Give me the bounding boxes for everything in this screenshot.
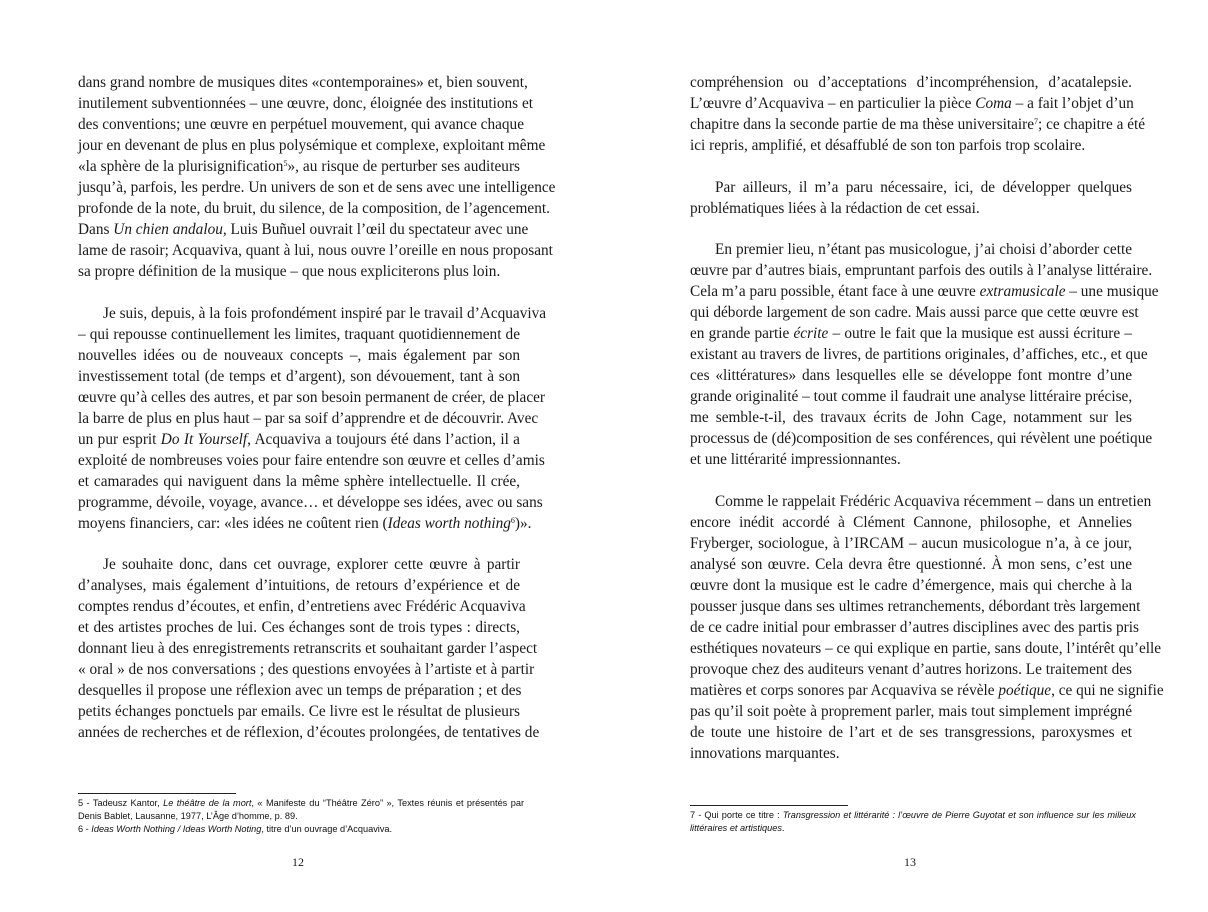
text-line bbox=[690, 72, 1132, 93]
text-run: », au risque de perturber ses auditeurs bbox=[287, 158, 521, 175]
text-run: problématiques liées à la rédaction de cet essai. bbox=[690, 199, 980, 217]
text-line bbox=[690, 365, 1132, 386]
text-run: Luis Buñuel ouvrait l’œil du spectateur avec une bbox=[226, 221, 529, 238]
text-line bbox=[78, 408, 539, 429]
text-run: œuvre par d’autres biais, empruntant parfois des outils à l’analyse littéraire. bbox=[690, 262, 1153, 279]
text-line bbox=[78, 93, 533, 114]
text-line bbox=[78, 429, 520, 450]
footnotes bbox=[78, 797, 524, 836]
paragraph bbox=[690, 177, 1132, 219]
footnote bbox=[78, 797, 524, 823]
text-run: – outre le fait que la musique est aussi écriture – bbox=[828, 325, 1132, 342]
text-line bbox=[690, 198, 1132, 219]
text-run: 5 - Tadeusz Kantor, bbox=[78, 798, 164, 808]
text-run: de toute une histoire de l’art et de ses transgressions, paroxysmes et bbox=[690, 723, 1132, 741]
text-run: , « Manifeste du “Théâtre Zéro” », Textes réunis et présentés par Denis Bablet, Lausanne, 1977, L’Âge d’homme, p. 89. bbox=[78, 798, 524, 821]
text-run: de ce cadre initial pour embrasser d’autres disciplines avec des partis pris bbox=[690, 618, 1139, 636]
text-run: en grande partie bbox=[690, 325, 794, 342]
text-line bbox=[690, 554, 1132, 575]
text-run: « oral » de nos conversations ; des questions envoyées à l’artiste et à partir bbox=[78, 661, 535, 678]
footnote-ref: 7 bbox=[1034, 117, 1039, 126]
text-line bbox=[78, 303, 547, 324]
text-run: analysé son œuvre. Cela devra être questionné. À mon sens, c’est une bbox=[690, 555, 1132, 573]
text-line bbox=[78, 701, 520, 722]
text-line bbox=[690, 344, 1148, 365]
footnote-ref: 5 bbox=[283, 159, 288, 168]
text-run: grande originalité – tout comme il faudrait une analyse littéraire précise, bbox=[690, 388, 1133, 405]
text-line bbox=[78, 659, 535, 680]
text-line bbox=[78, 156, 520, 177]
text-run: «la sphère de la plurisignification bbox=[78, 158, 284, 175]
italic-text: écrite bbox=[793, 325, 829, 342]
text-line bbox=[78, 72, 528, 93]
paragraph bbox=[690, 239, 1159, 470]
text-line bbox=[690, 114, 1146, 135]
text-run: , ce qui ne signifie bbox=[1051, 681, 1164, 699]
text-line bbox=[78, 617, 520, 638]
text-line bbox=[78, 513, 532, 534]
text-run: œuvre dont la musique est le cadre d’émergence, mais qui cherche à la bbox=[690, 576, 1132, 594]
text-line bbox=[78, 240, 553, 261]
footnote-ref: 6 bbox=[510, 515, 515, 525]
text-line bbox=[690, 575, 1132, 596]
text-run: processus de (dé)composition de ses conférences, qui révèlent une poétique bbox=[690, 430, 1153, 447]
paragraph bbox=[78, 72, 556, 282]
footnote-separator bbox=[690, 805, 848, 806]
paragraph bbox=[78, 554, 540, 743]
footnote bbox=[78, 823, 524, 836]
text-line bbox=[690, 659, 1132, 680]
text-run: , titre d’un ouvrage d’Acquaviva. bbox=[261, 824, 393, 834]
text-line bbox=[690, 135, 1132, 156]
text-line bbox=[690, 743, 1132, 764]
text-line bbox=[690, 680, 1164, 701]
italic-text: Un chien andalou, bbox=[113, 221, 227, 238]
text-run: sa propre définition de la musique – que nous expliciterons plus loin. bbox=[78, 263, 501, 280]
text-run: un pur esprit bbox=[78, 430, 161, 448]
text-run: – a fait l’objet d’un bbox=[1011, 95, 1134, 112]
text-run: Je suis, depuis, à la fois profondément inspiré par le travail d’Acquaviva bbox=[103, 304, 547, 322]
text-line bbox=[690, 93, 1132, 114]
text-run: nouvelles idées ou de nouveaux concepts –, mais également par son bbox=[78, 346, 520, 364]
footnote bbox=[690, 809, 1136, 835]
text-run: qui déborde largement de son cadre. Mais aussi parce que cette œuvre est bbox=[690, 304, 1139, 321]
text-run: encore inédit accordé à Clément Cannone, philosophe, et Annelies bbox=[690, 513, 1132, 531]
text-run: esthétiques novateurs – ce qui explique en partie, sans doute, l’intérêt qu’elle bbox=[690, 639, 1162, 657]
text-run: matières et corps sonores par Acquaviva se révèle bbox=[690, 681, 999, 699]
text-line bbox=[690, 177, 1132, 198]
text-run: jusqu’à, parfois, les perdre. Un univers de son et de sens avec une intelligence bbox=[78, 179, 556, 196]
text-run: jour en devenant de plus en plus polysémique et complexe, exploitant même bbox=[78, 137, 546, 154]
italic-text: extramusicale bbox=[979, 283, 1066, 300]
italic-text: Coma bbox=[975, 95, 1012, 112]
body-text bbox=[690, 72, 1164, 784]
text-run: chapitre dans la seconde partie de ma thèse universitaire bbox=[690, 116, 1035, 133]
text-run: Cela m’a paru possible, étant face à une œuvre bbox=[690, 283, 980, 300]
text-run: moyens financiers, car: «les idées ne coûtent rien ( bbox=[78, 514, 388, 532]
text-line bbox=[690, 722, 1132, 743]
text-line bbox=[690, 407, 1132, 428]
text-line bbox=[78, 135, 546, 156]
text-run: lame de rasoir; Acquaviva, quant à lui, nous ouvre l’oreille en nous proposant bbox=[78, 242, 553, 259]
text-line bbox=[78, 722, 540, 743]
text-run: ici repris, amplifié, et désaffublé de son ton parfois trop scolaire. bbox=[690, 137, 1086, 154]
text-run: compréhension ou d’acceptations d’incompréhension, d’acatalepsie. bbox=[690, 74, 1132, 91]
text-run: profonde de la note, du bruit, du silence, de la composition, de l’agencement. bbox=[78, 200, 550, 217]
text-line bbox=[78, 596, 526, 617]
body-text bbox=[78, 72, 556, 764]
text-run: . bbox=[781, 823, 785, 833]
text-line bbox=[78, 324, 520, 345]
text-line bbox=[78, 492, 543, 513]
italic-text: Do It Yourself bbox=[160, 430, 248, 448]
text-run: pousser jusque dans ses ultimes retranchements, débordant très largement bbox=[690, 597, 1141, 615]
text-line bbox=[690, 533, 1132, 554]
text-run: investissement total (de temps et d’argent), son dévouement, tant à son bbox=[78, 367, 520, 385]
text-line bbox=[78, 638, 538, 659]
text-run: d’analyses, mais également d’intuitions, de retours d’expérience et de bbox=[78, 577, 520, 594]
text-run: années de recherches et de réflexion, d’écoutes prolongées, de tentatives de bbox=[78, 724, 540, 741]
text-line bbox=[78, 345, 520, 366]
text-run: dans grand nombre de musiques dites «contemporaines» et, bien souvent, bbox=[78, 74, 528, 91]
text-run: Comme le rappelait Frédéric Acquaviva récemment – dans un entretien bbox=[715, 492, 1152, 510]
text-line bbox=[78, 554, 520, 575]
text-line bbox=[78, 387, 546, 408]
text-line bbox=[690, 596, 1141, 617]
text-run: – une musique bbox=[1065, 283, 1159, 300]
text-run: innovations marquantes. bbox=[690, 744, 840, 762]
text-line bbox=[690, 428, 1153, 449]
text-run: petits échanges ponctuels par emails. Ce livre est le résultat de plusieurs bbox=[78, 703, 520, 720]
paragraph bbox=[690, 72, 1146, 156]
text-line bbox=[690, 386, 1132, 407]
text-line bbox=[690, 323, 1132, 344]
page-number: 12 bbox=[292, 855, 304, 869]
italic-text: Transgression et littérarité : l’œuvre de Pierre Guyotat et son influence sur les milieux littéraires et artistiques bbox=[690, 810, 1136, 833]
paragraph bbox=[78, 303, 547, 534]
text-line bbox=[690, 638, 1162, 659]
text-line bbox=[690, 281, 1159, 302]
text-run: et une littérarité impressionnantes. bbox=[690, 451, 901, 468]
page-number: 13 bbox=[904, 855, 916, 869]
text-run: Par ailleurs, il m’a paru nécessaire, ici, de développer quelques bbox=[715, 178, 1132, 196]
text-run: la barre de plus en plus haut – par sa soif d’apprendre et de découvrir. Avec bbox=[78, 409, 539, 427]
text-run: Fryberger, sociologue, à l’IRCAM – aucun musicologue n’a, à ce jour, bbox=[690, 534, 1132, 552]
italic-text: poétique bbox=[998, 681, 1052, 699]
text-line bbox=[690, 617, 1139, 638]
text-run: Je souhaite donc, dans cet ouvrage, explorer cette œuvre à partir bbox=[103, 556, 520, 573]
text-line bbox=[78, 114, 524, 135]
text-run: me semble-t-il, des travaux écrits de John Cage, notamment sur les bbox=[690, 409, 1132, 426]
text-run: comptes rendus d’écoutes, et enfin, d’entretiens avec Frédéric Acquaviva bbox=[78, 598, 526, 615]
text-line bbox=[690, 260, 1153, 281]
text-run: œuvre qu’à celles des autres, et par son besoin permanent de créer, de placer bbox=[78, 388, 546, 406]
text-run: pas qu’il soit poète à proprement parler, mais tout simplement imprégné bbox=[690, 702, 1132, 720]
italic-text: Ideas Worth Nothing / Ideas Worth Noting bbox=[91, 824, 262, 834]
footnotes bbox=[690, 809, 1136, 835]
text-run: donnant lieu à des enregistrements retranscrits et souhaitant garder l’aspect bbox=[78, 640, 538, 657]
text-run: et des artistes proches de lui. Ces échanges sont de trois types : directs, bbox=[78, 619, 520, 636]
text-run: provoque chez des auditeurs venant d’autres horizons. Le traitement des bbox=[690, 660, 1132, 678]
text-line bbox=[690, 302, 1139, 323]
text-run: , Acquaviva a toujours été dans l’action, il a bbox=[247, 430, 520, 448]
italic-text: Ideas worth nothing bbox=[387, 514, 511, 532]
text-line bbox=[78, 366, 520, 387]
text-line bbox=[690, 512, 1132, 533]
right-page bbox=[604, 0, 1208, 912]
text-run: )». bbox=[514, 514, 532, 532]
text-line bbox=[78, 575, 520, 596]
text-line bbox=[78, 198, 550, 219]
text-run: existant au travers de livres, de partitions originales, d’affiches, etc., et que bbox=[690, 346, 1148, 363]
text-line bbox=[690, 239, 1132, 260]
text-run: Dans bbox=[78, 221, 114, 238]
text-line bbox=[78, 219, 529, 240]
text-run: En premier lieu, n’étant pas musicologue, j’ai choisi d’aborder cette bbox=[715, 241, 1132, 258]
text-run: – qui repousse continuellement les limites, traquant quotidiennement de bbox=[78, 325, 520, 343]
text-run: desquelles il propose une réflexion avec un temps de préparation ; et des bbox=[78, 682, 522, 699]
text-line bbox=[78, 680, 520, 701]
text-line bbox=[78, 261, 520, 282]
text-run: et camarades qui naviguent dans la même sphère intellectuelle. Il crée, bbox=[78, 472, 520, 490]
text-run: des conventions; une œuvre en perpétuel mouvement, qui avance chaque bbox=[78, 116, 524, 133]
italic-text: Le théâtre de la mort bbox=[163, 798, 252, 808]
paragraph bbox=[690, 491, 1164, 764]
text-run: inutilement subventionnées – une œuvre, donc, éloignée des institutions et bbox=[78, 95, 533, 112]
text-run: programme, dévoile, voyage, avance… et développe ses idées, avec ou sans bbox=[78, 493, 543, 511]
text-line bbox=[78, 177, 556, 198]
text-line bbox=[690, 449, 1132, 470]
text-run: exploité de nombreuses voies pour faire entendre son œuvre et celles d’amis bbox=[78, 451, 545, 469]
text-run: L’œuvre d’Acquaviva – en particulier la pièce bbox=[690, 95, 976, 112]
footnote-separator bbox=[78, 793, 236, 794]
text-line bbox=[690, 491, 1152, 512]
text-line bbox=[78, 471, 520, 492]
text-run: 6 - bbox=[78, 824, 92, 834]
text-line bbox=[78, 450, 545, 471]
text-run: ces «littératures» dans lesquelles elle se développe font montre d’une bbox=[690, 367, 1132, 384]
text-run: ; ce chapitre a été bbox=[1038, 116, 1146, 133]
text-line bbox=[690, 701, 1132, 722]
text-run: 7 - Qui porte ce titre : bbox=[690, 810, 783, 820]
